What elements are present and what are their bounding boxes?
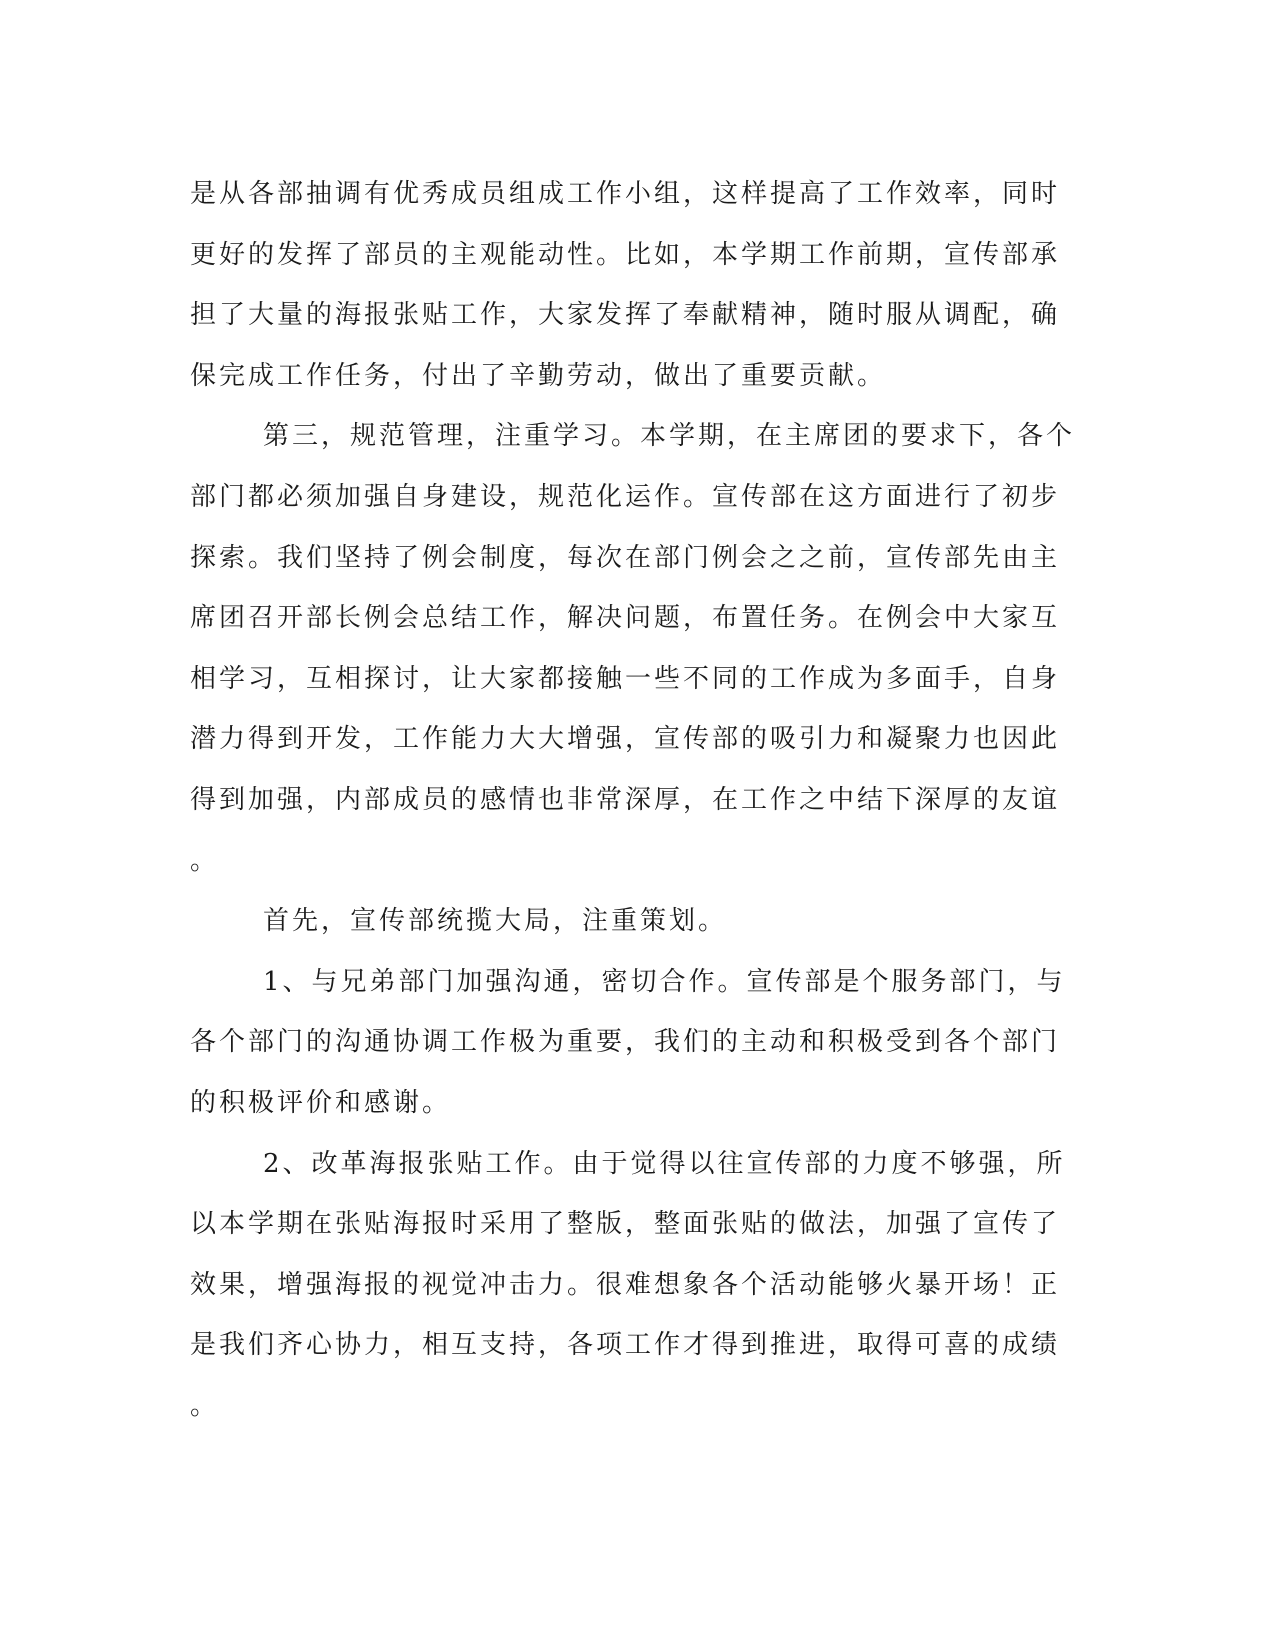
text-line: 担了大量的海报张贴工作，大家发挥了奉献精神，随时服从调配，确 xyxy=(190,300,1061,331)
text-line: 席团召开部长例会总结工作，解决问题，布置任务。在例会中大家互 xyxy=(190,603,1061,634)
text-line: 第三，规范管理，注重学习。本学期，在主席团的要求下，各个 xyxy=(263,421,1076,452)
text-line: 保完成工作任务，付出了辛勤劳动，做出了重要贡献。 xyxy=(190,360,887,391)
text-line: 是我们齐心协力，相互支持，各项工作才得到推进，取得可喜的成绩 xyxy=(190,1330,1061,1361)
text-line: 潜力得到开发，工作能力大大增强，宣传部的吸引力和凝聚力也因此 xyxy=(190,724,1061,755)
text-line: 。 xyxy=(190,1390,220,1421)
text-line: 探索。我们坚持了例会制度，每次在部门例会之之前，宣传部先由主 xyxy=(190,542,1061,573)
text-line: 的积极评价和感谢。 xyxy=(190,1087,452,1118)
text-line: 以本学期在张贴海报时采用了整版，整面张贴的做法，加强了宣传了 xyxy=(190,1209,1061,1240)
text-line: 更好的发挥了部员的主观能动性。比如，本学期工作前期，宣传部承 xyxy=(190,239,1061,270)
document-body xyxy=(190,164,1090,1436)
text-line: 相学习，互相探讨，让大家都接触一些不同的工作成为多面手，自身 xyxy=(190,663,1061,694)
text-line: 。 xyxy=(190,845,220,876)
text-line: 2、改革海报张贴工作。由于觉得以往宣传部的力度不够强，所 xyxy=(263,1148,1066,1179)
text-line: 是从各部抽调有优秀成员组成工作小组，这样提高了工作效率，同时 xyxy=(190,179,1061,209)
text-line: 部门都必须加强自身建设，规范化运作。宣传部在这方面进行了初步 xyxy=(190,481,1061,512)
text-line: 得到加强，内部成员的感情也非常深厚，在工作之中结下深厚的友谊 xyxy=(190,784,1061,815)
text-line: 首先，宣传部统揽大局，注重策划。 xyxy=(263,906,728,937)
text-line: 1、与兄弟部门加强沟通，密切合作。宣传部是个服务部门，与 xyxy=(263,966,1066,997)
text-line: 各个部门的沟通协调工作极为重要，我们的主动和积极受到各个部门 xyxy=(190,1027,1061,1058)
text-line: 效果，增强海报的视觉冲击力。很难想象各个活动能够火暴开场！正 xyxy=(190,1269,1061,1300)
